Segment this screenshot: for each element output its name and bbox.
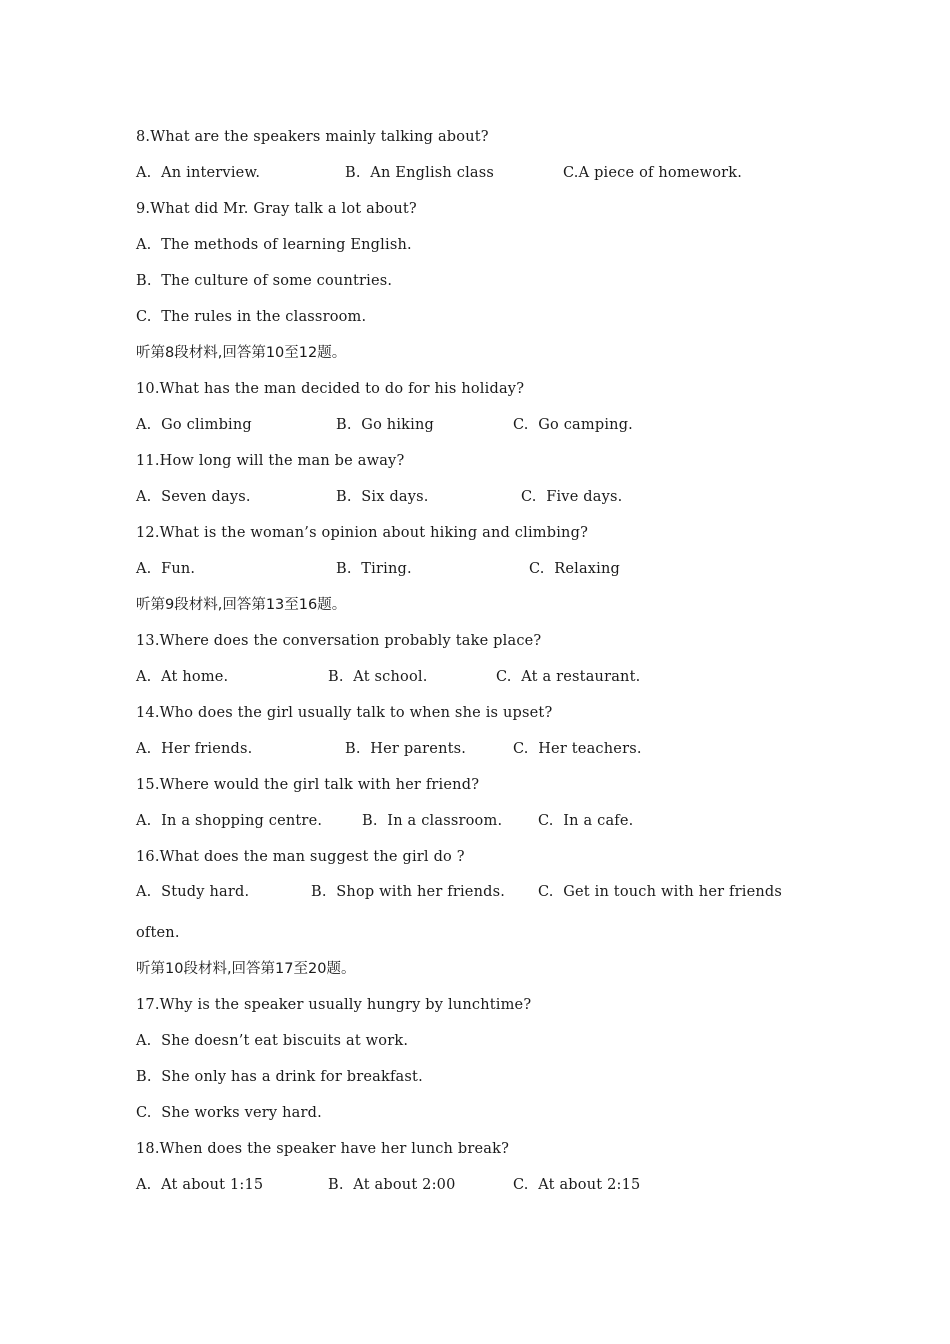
question-13-option-a: A. At home.	[136, 669, 229, 685]
question-11-option-a: A. Seven days.	[136, 489, 251, 505]
question-9-option-a: A. The methods of learning English.	[136, 237, 412, 253]
question-16-option-b: B. Shop with her friends.	[311, 884, 506, 900]
question-18-option-a: A. At about 1:15	[136, 1177, 264, 1193]
question-14-option-c: C. Her teachers.	[513, 741, 642, 757]
question-17-option-b: B. She only has a drink for breakfast.	[136, 1069, 423, 1085]
question-10-option-c: C. Go camping.	[513, 417, 633, 433]
question-10-stem: 10.What has the man decided to do for his holiday?	[136, 381, 525, 397]
question-17-option-c: C. She works very hard.	[136, 1105, 322, 1121]
question-8-option-b: B. An English class	[345, 165, 495, 181]
question-18-option-c: C. At about 2:15	[513, 1177, 641, 1193]
question-10-option-a: A. Go climbing	[136, 417, 252, 433]
question-16-option-c: C. Get in touch with her friends	[538, 884, 783, 900]
question-16-option-a: A. Study hard.	[136, 884, 250, 900]
question-18-stem: 18.When does the speaker have her lunch break?	[136, 1141, 510, 1157]
question-13-option-c: C. At a restaurant.	[496, 669, 641, 685]
question-9-option-b: B. The culture of some countries.	[136, 273, 393, 289]
question-10-option-b: B. Go hiking	[336, 417, 435, 433]
question-9-option-c: C. The rules in the classroom.	[136, 309, 367, 325]
question-12-option-a: A. Fun.	[136, 561, 196, 577]
question-17-stem: 17.Why is the speaker usually hungry by lunchtime?	[136, 997, 532, 1013]
section-8-instruction: 听第8段材料,回答第10至12题。	[136, 345, 347, 361]
section-9-instruction: 听第9段材料,回答第13至16题。	[136, 597, 347, 613]
question-12-option-b: B. Tiring.	[336, 561, 412, 577]
question-11-option-c: C. Five days.	[521, 489, 623, 505]
question-8-option-a: A. An interview.	[136, 165, 261, 181]
question-12-stem: 12.What is the woman’s opinion about hiking and climbing?	[136, 525, 589, 541]
question-13-stem: 13.Where does the conversation probably take place?	[136, 633, 542, 649]
question-14-stem: 14.Who does the girl usually talk to when she is upset?	[136, 705, 553, 721]
question-15-stem: 15.Where would the girl talk with her friend?	[136, 777, 480, 793]
question-15-option-b: B. In a classroom.	[362, 813, 503, 829]
question-12-option-c: C. Relaxing	[529, 561, 621, 577]
question-14-option-b: B. Her parents.	[345, 741, 467, 757]
question-11-option-b: B. Six days.	[336, 489, 429, 505]
question-14-option-a: A. Her friends.	[136, 741, 253, 757]
section-10-instruction: 听第10段材料,回答第17至20题。	[136, 961, 356, 977]
question-8-option-c: C.A piece of homework.	[563, 165, 743, 181]
question-16-stem: 16.What does the man suggest the girl do ?	[136, 849, 465, 865]
question-16-option-c-continued: often.	[136, 925, 180, 941]
question-17-option-a: A. She doesn’t eat biscuits at work.	[136, 1033, 409, 1049]
question-15-option-c: C. In a cafe.	[538, 813, 634, 829]
question-9-stem: 9.What did Mr. Gray talk a lot about?	[136, 201, 417, 217]
question-18-option-b: B. At about 2:00	[328, 1177, 456, 1193]
question-13-option-b: B. At school.	[328, 669, 428, 685]
question-8-stem: 8.What are the speakers mainly talking about?	[136, 129, 489, 145]
question-15-option-a: A. In a shopping centre.	[136, 813, 323, 829]
question-11-stem: 11.How long will the man be away?	[136, 453, 405, 469]
